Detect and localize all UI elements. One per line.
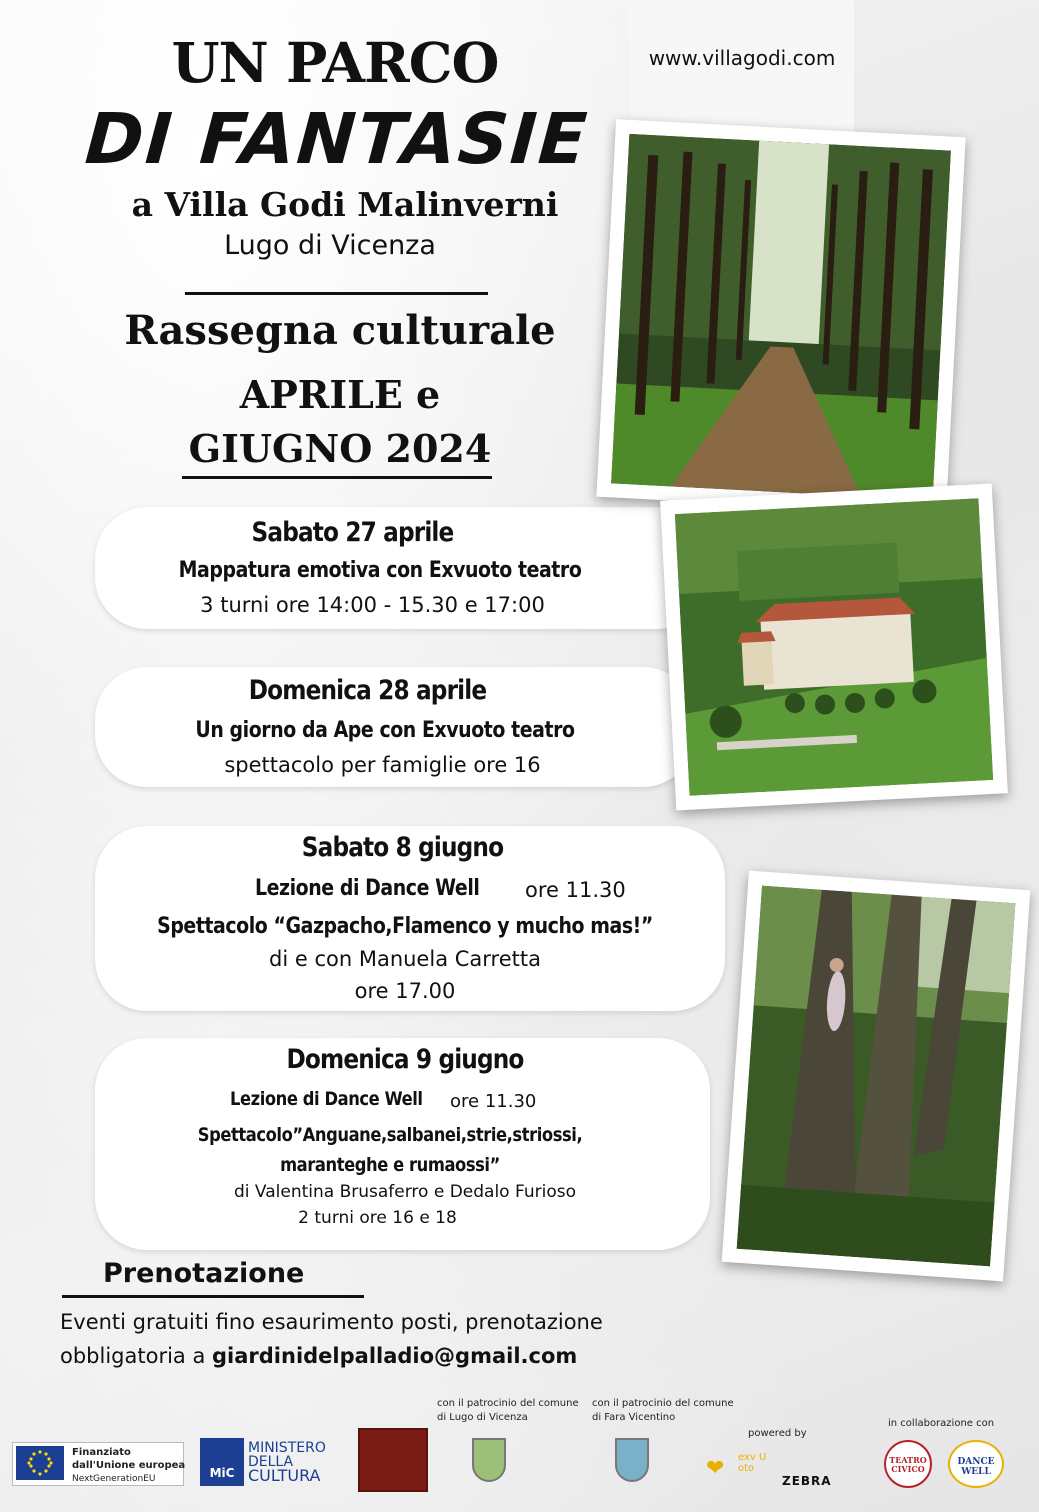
event-time: 3 turni ore 14:00 - 15.30 e 17:00	[200, 593, 545, 617]
website-link[interactable]: www.villagodi.com	[648, 46, 836, 70]
event-lesson: Lezione di Dance Well	[255, 876, 480, 901]
zebra-logo: ZEBRA	[782, 1474, 832, 1488]
patronage-fara-line-1: con il patrocinio del comune	[592, 1398, 734, 1409]
eu-text-1: Finanziato	[72, 1447, 131, 1458]
powered-by-label: powered by	[748, 1428, 807, 1439]
booking-email[interactable]: giardinidelpalladio@gmail.com	[212, 1344, 578, 1368]
dance-well-logo	[948, 1440, 1004, 1488]
booking-line-2	[60, 1339, 680, 1373]
event-show-credits: di Valentina Brusaferro e Dedalo Furioso	[234, 1182, 576, 1202]
event-date: Domenica 28 aprile	[248, 675, 487, 706]
teatro-civico-text: TEATRO CIVICO	[889, 1455, 927, 1474]
heart-icon: ❤	[706, 1456, 725, 1481]
patronage-lugo-line-2: di Lugo di Vicenza	[437, 1412, 528, 1423]
ministry-line-1: MINISTERO	[248, 1440, 326, 1456]
booking-line-2-prefix: obbligatoria a	[60, 1344, 213, 1368]
fara-crest-icon	[615, 1438, 649, 1482]
header-divider-top	[185, 292, 488, 295]
ministry-line-3: CULTURA	[248, 1466, 321, 1485]
collaboration-label: in collaborazione con	[888, 1418, 995, 1429]
villa-image	[675, 498, 993, 796]
villa-godi-logo	[358, 1428, 428, 1492]
event-lesson-time: ore 11.30	[525, 878, 626, 902]
location-subtitle: Lugo di Vicenza	[224, 230, 436, 261]
event-date: Domenica 9 giugno	[286, 1044, 524, 1075]
series-title: Rassegna culturale	[124, 307, 556, 354]
eu-text-3: NextGenerationEU	[72, 1474, 156, 1484]
photo-villa	[660, 484, 1008, 811]
event-show-title-1: Spettacolo”Anguane,salbanei,strie,striossi,	[197, 1124, 583, 1146]
teatro-civico-logo	[884, 1440, 932, 1488]
mic-mark: MiC	[209, 1466, 235, 1480]
event-show-time: ore 17.00	[354, 979, 456, 1003]
event-card-4	[95, 1038, 710, 1250]
booking-text	[60, 1305, 680, 1373]
tree-avenue-image	[611, 134, 951, 500]
event-card-3	[95, 826, 725, 1011]
photo-dancer-tree	[722, 871, 1031, 1282]
event-show-credits: di e con Manuela Carretta	[269, 947, 541, 971]
ministry-text	[248, 1441, 326, 1483]
months-line-1: APRILE e	[239, 372, 441, 417]
website-panel	[630, 0, 854, 140]
dancer-tree-image	[737, 886, 1016, 1267]
ministry-line-2: DELLA	[248, 1454, 294, 1470]
event-time: spettacolo per famiglie ore 16	[224, 753, 541, 777]
event-title: Un giorno da Ape con Exvuoto teatro	[195, 718, 575, 743]
booking-line-1: Eventi gratuiti fino esaurimento posti, prenotazione	[60, 1310, 603, 1334]
lugo-crest-icon	[472, 1438, 506, 1482]
header-divider-bottom	[182, 476, 492, 479]
event-show-title: Spettacolo “Gazpacho,Flamenco y mucho mas!”	[157, 914, 653, 939]
event-subline	[255, 876, 655, 901]
title-line-2: DI FANTASIE	[82, 98, 592, 180]
booking-title: Prenotazione	[103, 1258, 305, 1289]
event-card-2	[95, 667, 695, 787]
event-show-title-2: maranteghe e rumaossi”	[280, 1154, 500, 1176]
eu-stars-icon	[16, 1446, 64, 1480]
photo-tree-avenue	[596, 119, 965, 515]
event-subline	[230, 1088, 610, 1110]
months-line-2: GIUGNO 2024	[188, 426, 492, 471]
exvuoto-logo: exv U oto	[738, 1452, 767, 1474]
event-date: Sabato 8 giugno	[301, 832, 504, 863]
event-card-1	[95, 507, 710, 629]
dance-well-text: DANCE WELL	[957, 1457, 995, 1477]
patronage-lugo-line-1: con il patrocinio del comune	[437, 1398, 579, 1409]
event-title: Mappatura emotiva con Exvuoto teatro	[178, 558, 582, 583]
eu-text-2: dall'Unione europea	[72, 1460, 186, 1471]
patronage-fara-line-2: di Fara Vicentino	[592, 1412, 676, 1423]
event-lesson: Lezione di Dance Well	[230, 1088, 423, 1110]
title-line-3: a Villa Godi Malinverni	[131, 185, 559, 224]
booking-divider	[62, 1295, 364, 1298]
title-line-1: UN PARCO	[171, 30, 499, 95]
event-lesson-time: ore 11.30	[450, 1091, 537, 1112]
event-date: Sabato 27 aprile	[251, 517, 454, 548]
eu-flag-icon	[16, 1446, 64, 1480]
event-show-time: 2 turni ore 16 e 18	[298, 1208, 457, 1228]
mic-logo	[200, 1438, 244, 1486]
